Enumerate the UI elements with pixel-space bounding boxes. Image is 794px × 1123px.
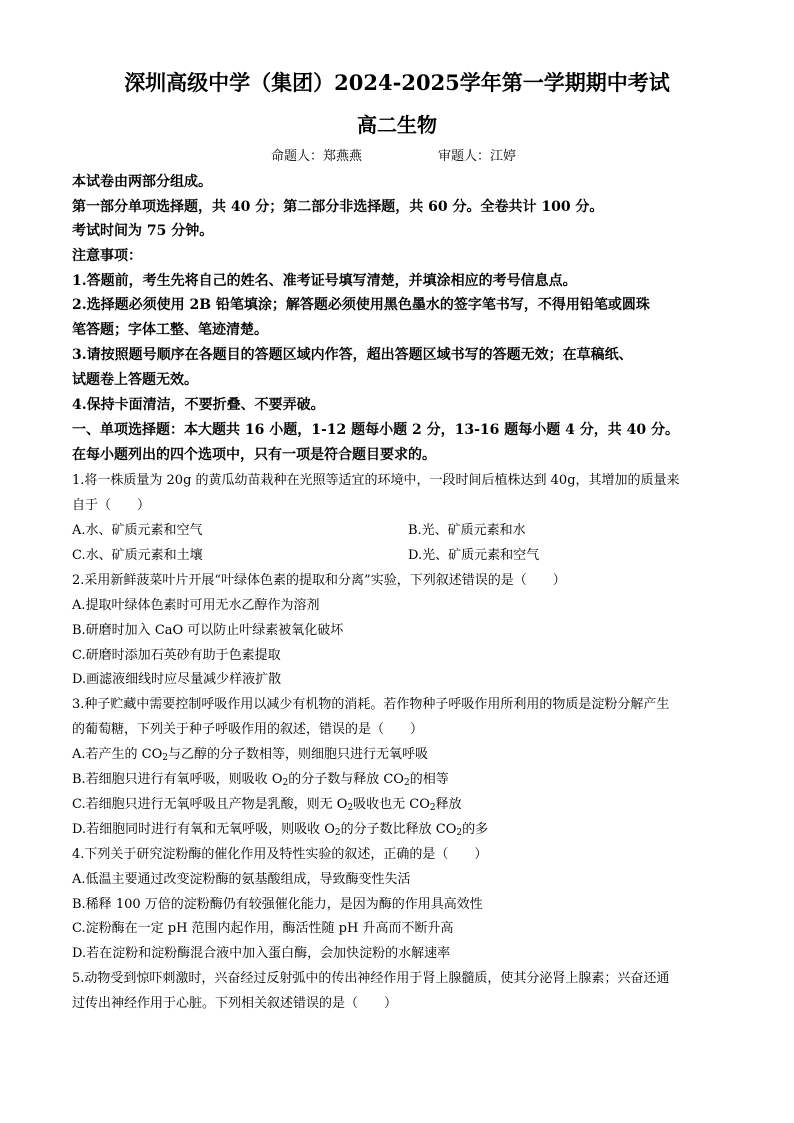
option-a: A.提取叶绿体色素时可用无水乙醇作为溶剂 [72,598,320,613]
question-stem: 2.采用新鲜菠菜叶片开展“叶绿体色素的提取和分离”实验，下列叙述错误的是（ ） [72,573,566,588]
instruction-line: 笔答题；字体工整、笔迹清楚。 [72,322,268,338]
option-d: D.若在淀粉和淀粉酶混合液中加入蛋白酶，会加快淀粉的水解速率 [72,946,451,961]
instruction-line: 本试卷由两部分组成。 [72,174,212,190]
option-d: D.画滤液细线时应尽量减少样液扩散 [72,672,282,687]
option-c: C.淀粉酶在一定 pH 范围内起作用，酶活性随 pH 升高而不断升高 [72,921,454,936]
instruction-line: 试题卷上答题无效。 [72,372,198,388]
option-d: D.光、矿质元素和空气 [408,548,540,563]
reviewer: 审题人：江婷 [438,149,517,164]
section-line: 一、单项选择题：本大题共 16 小题，1-12 题每小题 2 分，13-16 题每小题 4 分，共 40 分。 [72,422,679,438]
option-a: A.若产生的 $CO_2$与乙醇的分子数相等，则细胞只进行无氧呼吸 [72,747,429,763]
option-b: B.研磨时加入 CaO 可以防止叶绿素被氧化破坏 [72,623,344,638]
option-c: C.水、矿质元素和土壤 [72,548,203,563]
question-stem: 5.动物受到惊吓刺激时，兴奋经过反射弧中的传出神经作用于肾上腺髓质，使其分泌肾上腺素；兴奋还通 [72,971,670,986]
notice-heading: 注意事项： [72,248,142,264]
instruction-line: 1.答题前，考生先将自己的姓名、准考证号填写清楚，并填涂相应的考号信息点。 [72,273,577,289]
option-b: B.若细胞只进行有氧呼吸，则吸收 $O_2$的分子数与释放 $CO_2$的相等 [72,772,449,788]
subject-title: 高二生物 [357,113,437,137]
option-b: B.稀释 100 万倍的淀粉酶仍有较强催化能力，是因为酶的作用具高效性 [72,897,483,912]
setter: 命题人：郑燕燕 [271,149,363,164]
instruction-line: 4.保持卡面清洁，不要折叠、不要弄破。 [72,397,325,413]
instruction-line: 2.选择题必须使用 2B 铅笔填涂；解答题必须使用黑色墨水的签字笔书写，不得用铅笔或圆珠 [72,297,650,313]
instruction-line: 考试时间为 75 分钟。 [72,223,214,239]
option-c: C.若细胞只进行无氧呼吸且产物是乳酸，则无 $O_2$吸收也无 $CO_2$释放 [72,797,462,813]
option-c: C.研磨时添加石英砂有助于色素提取 [72,648,281,663]
instruction-line: 3.请按照题号顺序在各题目的答题区域内作答，超出答题区域书写的答题无效；在草稿纸、 [72,347,633,363]
option-b: B.光、矿质元素和水 [408,523,526,538]
option-a: A.水、矿质元素和空气 [72,523,203,538]
question-stem: 1.将一株质量为 20g 的黄瓜幼苗栽种在光照等适宜的环境中，一段时间后植株达到 40g，其增加的质量来 [72,473,680,488]
question-stem: 3.种子贮藏中需要控制呼吸作用以减少有机物的消耗。若作物种子呼吸作用所利用的物质是淀粉分解产生 [72,697,670,712]
question-stem: 自于（ ） [72,498,151,513]
option-d: D.若细胞同时进行有氧和无氧呼吸，则吸收 $O_2$的分子数比释放 $CO_2$的多 [72,822,489,838]
question-stem: 的葡萄糖，下列关于种子呼吸作用的叙述，错误的是（ ） [72,722,424,737]
instruction-line: 第一部分单项选择题，共 40 分；第二部分非选择题，共 60 分。全卷共计 100 分。 [72,199,604,215]
section-line: 在每小题列出的四个选项中，只有一项是符合题目要求的。 [72,447,436,463]
exam-title: 深圳高级中学（集团）2024-2025学年第一学期期中考试 [124,70,670,95]
question-stem: 4.下列关于研究淀粉酶的催化作用及特性实验的叙述，正确的是（ ） [72,847,488,862]
option-a: A.低温主要通过改变淀粉酶的氨基酸组成，导致酶变性失活 [72,872,411,887]
question-stem: 过传出神经作用于心脏。下列相关叙述错误的是（ ） [72,996,398,1011]
